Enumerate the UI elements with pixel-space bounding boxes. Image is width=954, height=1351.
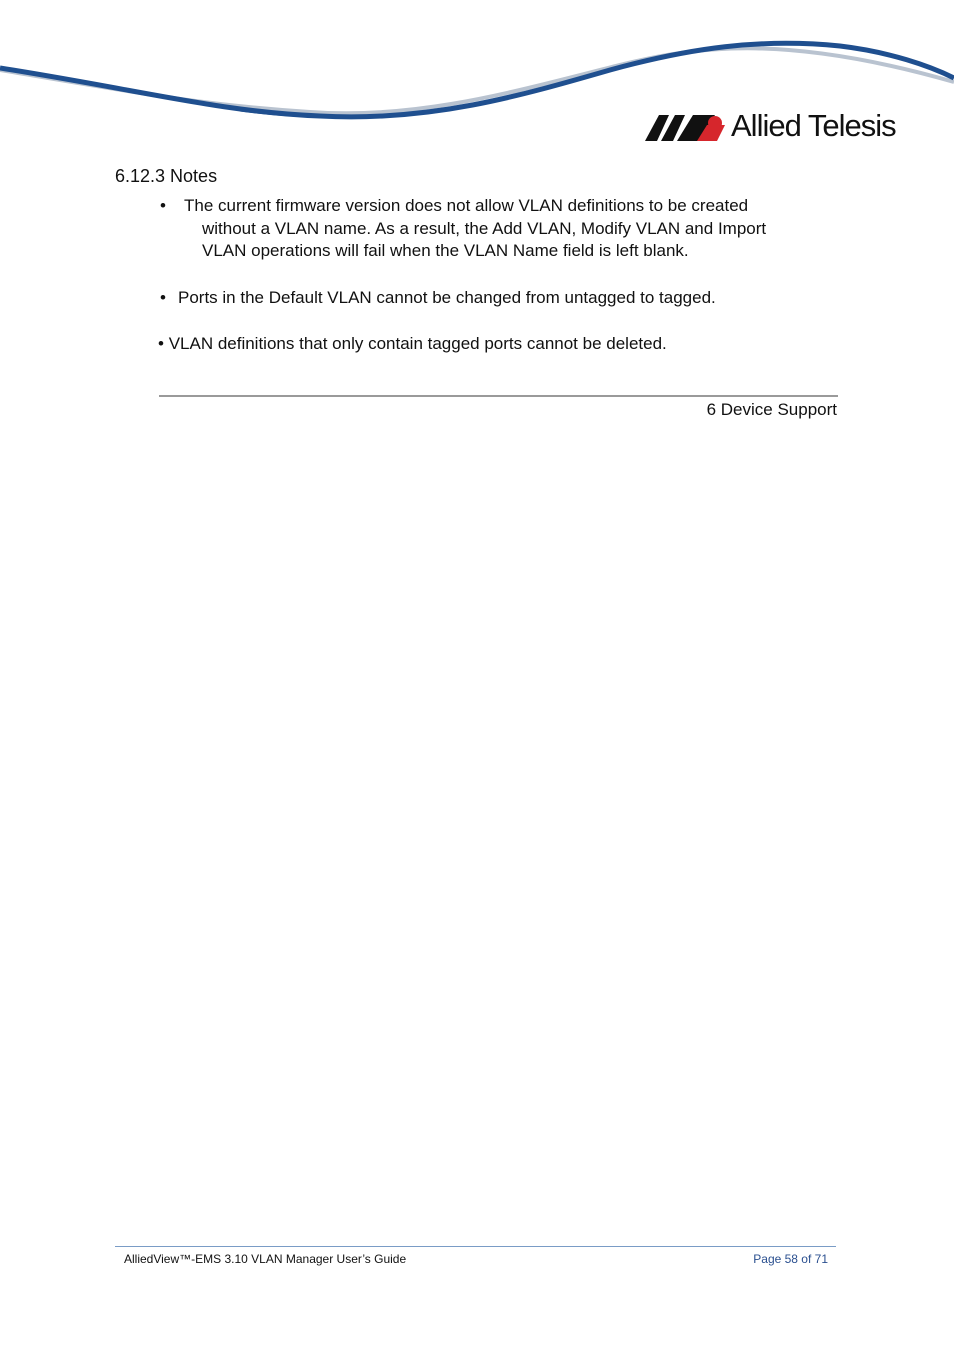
note-text-line: without a VLAN name. As a result, the Add VLAN, Modify VLAN and Import — [202, 218, 767, 238]
bullet-icon: • — [160, 196, 166, 215]
note-text-line: The current firmware version does not allow VLAN definitions to be created — [184, 196, 749, 215]
footer-document-title: AlliedView™-EMS 3.10 VLAN Manager User’s Guide — [124, 1252, 407, 1266]
bullet-icon: • — [158, 334, 164, 353]
brand-logo — [645, 108, 896, 144]
section-divider — [159, 395, 838, 397]
note-text: Ports in the Default VLAN cannot be changed from untagged to tagged. — [178, 288, 716, 307]
chapter-label: 6 Device Support — [706, 400, 837, 419]
footer-page-number: Page 58 of 71 — [753, 1252, 828, 1266]
note-text: VLAN definitions that only contain tagged ports cannot be deleted. — [168, 334, 667, 353]
note-item-tagged-ports — [158, 333, 818, 356]
bullet-icon: • — [160, 288, 166, 307]
note-item-default-vlan — [160, 287, 820, 310]
allied-telesis-logo-icon — [645, 111, 725, 141]
note-text-line: VLAN operations will fail when the VLAN Name field is left blank. — [202, 241, 689, 260]
note-item-firmware — [160, 195, 820, 263]
section-heading: 6.12.3 Notes — [115, 166, 218, 186]
footer-divider — [115, 1246, 836, 1247]
brand-name: Allied Telesis — [731, 108, 896, 143]
